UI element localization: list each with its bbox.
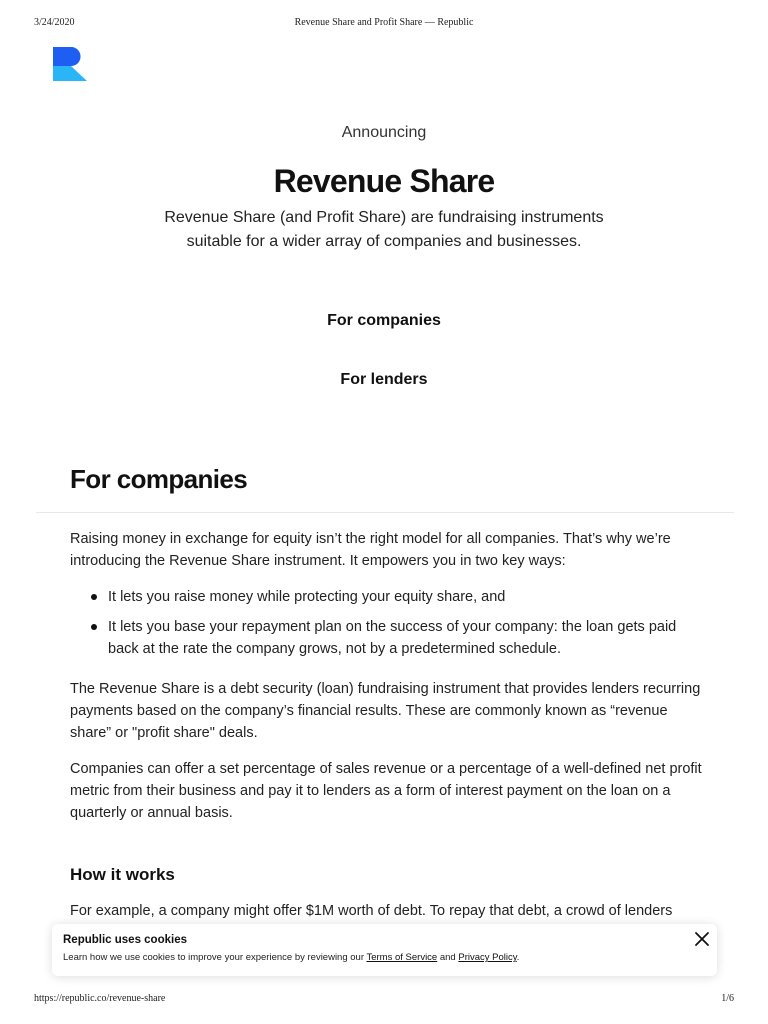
- print-header: [0, 17, 768, 31]
- privacy-policy-link[interactable]: Privacy Policy: [458, 952, 517, 963]
- jump-link-lenders[interactable]: For lenders: [340, 371, 428, 388]
- republic-logo-icon[interactable]: [53, 47, 87, 81]
- cookie-banner: [52, 924, 717, 976]
- cookie-text: [63, 952, 519, 963]
- list-item: It lets you raise money while protecting your equity share, and: [70, 586, 706, 608]
- cookie-text-start: Learn how we use cookies to improve your experience by reviewing our: [63, 952, 367, 963]
- debt-security-paragraph: The Revenue Share is a debt security (loan) fundraising instrument that provides lenders recurring payments based on the company’s financial results. These are commonly known as “revenue share” or "profit share" deals.: [70, 681, 701, 741]
- page-title: Revenue Share: [273, 163, 495, 199]
- print-url: https://republic.co/revenue-share: [34, 993, 166, 1004]
- benefits-list: [70, 586, 706, 660]
- list-item: It lets you base your repayment plan on the success of your company: the loan gets paid back at the rate the company grows, not by a predetermined schedule.: [70, 616, 706, 660]
- page-number: 1/6: [721, 993, 734, 1004]
- intro-paragraph: Raising money in exchange for equity isn’t the right model for all companies. That’s why we’re introducing the Revenue Share instrument. It empowers you in two key ways:: [70, 531, 671, 569]
- hero: [0, 124, 768, 254]
- hero-subtitle-line-1: Revenue Share (and Profit Share) are fundraising instruments: [164, 209, 604, 226]
- how-it-works-paragraph: For example, a company might offer $1M worth of debt. To repay that debt, a crowd of lenders: [70, 903, 673, 919]
- cookie-text-end: .: [516, 952, 520, 963]
- print-title: Revenue Share and Profit Share — Republic: [294, 17, 474, 28]
- hero-subtitle: [0, 206, 768, 254]
- cookie-text-and: and: [437, 952, 459, 963]
- hero-kicker: Announcing: [341, 124, 427, 141]
- section-body: [70, 528, 706, 936]
- how-it-works-heading: How it works: [70, 865, 175, 884]
- hero-subtitle-line-2: suitable for a wider array of companies and businesses.: [186, 233, 582, 250]
- jump-link-companies[interactable]: For companies: [327, 312, 441, 329]
- section-title-companies: For companies: [70, 464, 248, 494]
- section-divider: [36, 512, 734, 513]
- close-icon[interactable]: [693, 930, 711, 948]
- payment-paragraph: Companies can offer a set percentage of sales revenue or a percentage of a well-defined net profit metric from their business and pay it to lenders as a form of interest payment on the loan on a quarterly or annual basis.: [70, 761, 702, 821]
- terms-of-service-link[interactable]: Terms of Service: [366, 952, 438, 963]
- print-date: 3/24/2020: [34, 17, 75, 28]
- print-footer: [0, 993, 768, 1007]
- cookie-title: Republic uses cookies: [63, 934, 187, 946]
